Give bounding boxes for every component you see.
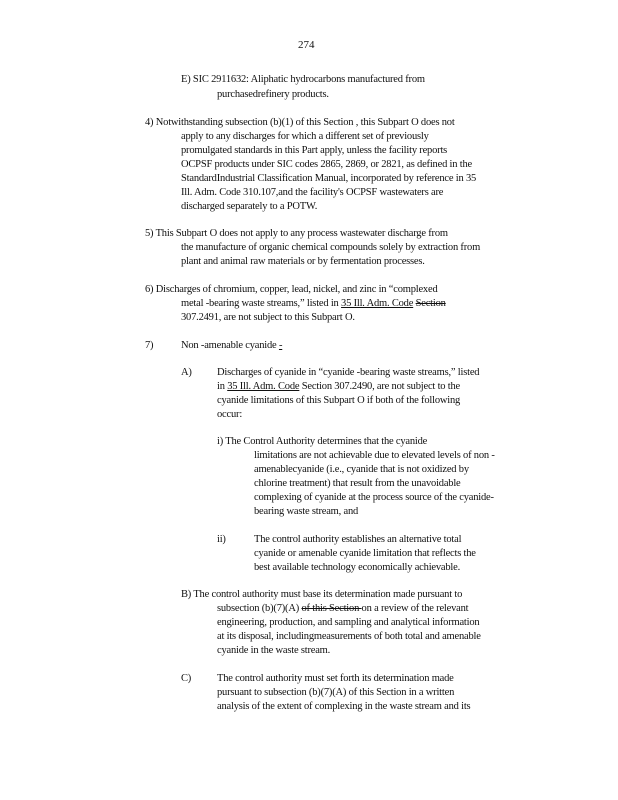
item-7b-line-2-pre: subsection (b)(7)(A) (217, 603, 302, 614)
item-6-line-3: 307.2491, are not subject to this Subpart O. (181, 312, 355, 323)
item-7a-i-line-5: complexing of cyanide at the process source of the cyanide- (254, 492, 494, 503)
item-5-line-3: plant and animal raw materials or by fermentation processes. (181, 256, 425, 267)
item-6-line-1: 6) Discharges of chromium, copper, lead, nickel, and zinc in “complexed (145, 284, 438, 295)
item-7a-line-2 (217, 380, 460, 394)
item-4-line-5: StandardIndustrial Classification Manual, incorporated by reference in 35 (181, 173, 477, 184)
item-7a-i-line-6: bearing waste stream, and (254, 506, 359, 517)
item-7a-line-2-post: Section 307.2490, are not subject to the (299, 381, 460, 392)
item-7a-line-3: cyanide limitations of this Subpart O if both of the following (217, 395, 461, 406)
page-number: 274 (298, 39, 315, 51)
item-7a-line-2-pre: in (217, 381, 228, 392)
item-4-line-4: OCPSF products under SIC codes 2865, 2869, or 2821, as defined in the (181, 159, 472, 170)
item-7a-i-line-4: chlorine treatment) that result from the unavoidable (254, 478, 461, 489)
item-7c-line-3: analysis of the extent of complexing in the waste stream and its (217, 701, 471, 712)
item-7a-ii-line-1: The control authority establishes an alternative total (254, 534, 462, 545)
item-7a-ii-label: ii) (217, 534, 226, 545)
item-7a-citation-underlined: 35 Ill. Adm. Code (227, 381, 300, 392)
item-7a-ii-line-2: cyanide or amenable cyanide limitation that reflects the (254, 548, 476, 559)
item-7-title-mark: - (278, 340, 283, 351)
item-7a-ii-line-3: best available technology economically achievable. (254, 562, 461, 573)
item-7-title (181, 339, 282, 353)
item-4-line-2: apply to any discharges for which a different set of previously (181, 131, 429, 142)
item-7b-line-1: B) The control authority must base its determination made pursuant to (181, 589, 463, 600)
item-4-line-3: promulgated standards in this Part apply, unless the facility reports (181, 145, 448, 156)
item-7a-i-line-3: amenablecyanide (i.e., cyanide that is not oxidized by (254, 464, 469, 475)
item-7a-label: A) (181, 367, 192, 378)
item-7b-line-4: at its disposal, includingmeasurements of both total and amenable (217, 631, 481, 642)
item-7-title-text: Non -amenable cyanide (181, 340, 277, 351)
item-6-line-2-text: metal -bearing waste streams,” listed in (181, 298, 342, 309)
item-4-line-1: 4) Notwithstanding subsection (b)(1) of this Section , this Subpart O does not (145, 117, 455, 128)
struck-section: Section (415, 298, 446, 309)
item-7b-line-2-post: on a review of the relevant (361, 603, 469, 614)
item-7a-line-4: occur: (217, 409, 243, 420)
item-5-line-1: 5) This Subpart O does not apply to any process wastewater discharge from (145, 228, 448, 239)
item-7-label: 7) (145, 340, 154, 351)
item-5-line-2: the manufacture of organic chemical compounds solely by extraction from (181, 242, 481, 253)
item-7a-i-line-1: i) The Control Authority determines that the cyanide (217, 436, 428, 447)
item-6-line-2 (181, 297, 446, 311)
item-e-line-2: purchasedrefinery products. (217, 89, 329, 100)
item-7c-label: C) (181, 673, 192, 684)
item-e-line-1: E) SIC 2911632: Aliphatic hydrocarbons manufactured from (181, 74, 425, 85)
item-4-line-7: discharged separately to a POTW. (181, 201, 318, 212)
item-7a-line-1: Discharges of cyanide in “cyanide -bearing waste streams,” listed (217, 367, 480, 378)
item-7b-struck-text: of this Section (301, 603, 362, 614)
item-7b-line-3: engineering, production, and sampling and analytical information (217, 617, 480, 628)
item-7a-i-line-2: limitations are not achievable due to elevated levels of non - (254, 450, 495, 461)
item-4-line-6: Ill. Adm. Code 310.107,and the facility's OCPSF wastewaters are (181, 187, 444, 198)
item-7c-line-1: The control authority must set forth its determination made (217, 673, 454, 684)
item-7b-line-2 (217, 602, 468, 616)
item-7c-line-2: pursuant to subsection (b)(7)(A) of this Section in a written (217, 687, 455, 698)
item-7b-line-5: cyanide in the waste stream. (217, 645, 331, 656)
citation-underlined: 35 Ill. Adm. Code (341, 298, 414, 309)
